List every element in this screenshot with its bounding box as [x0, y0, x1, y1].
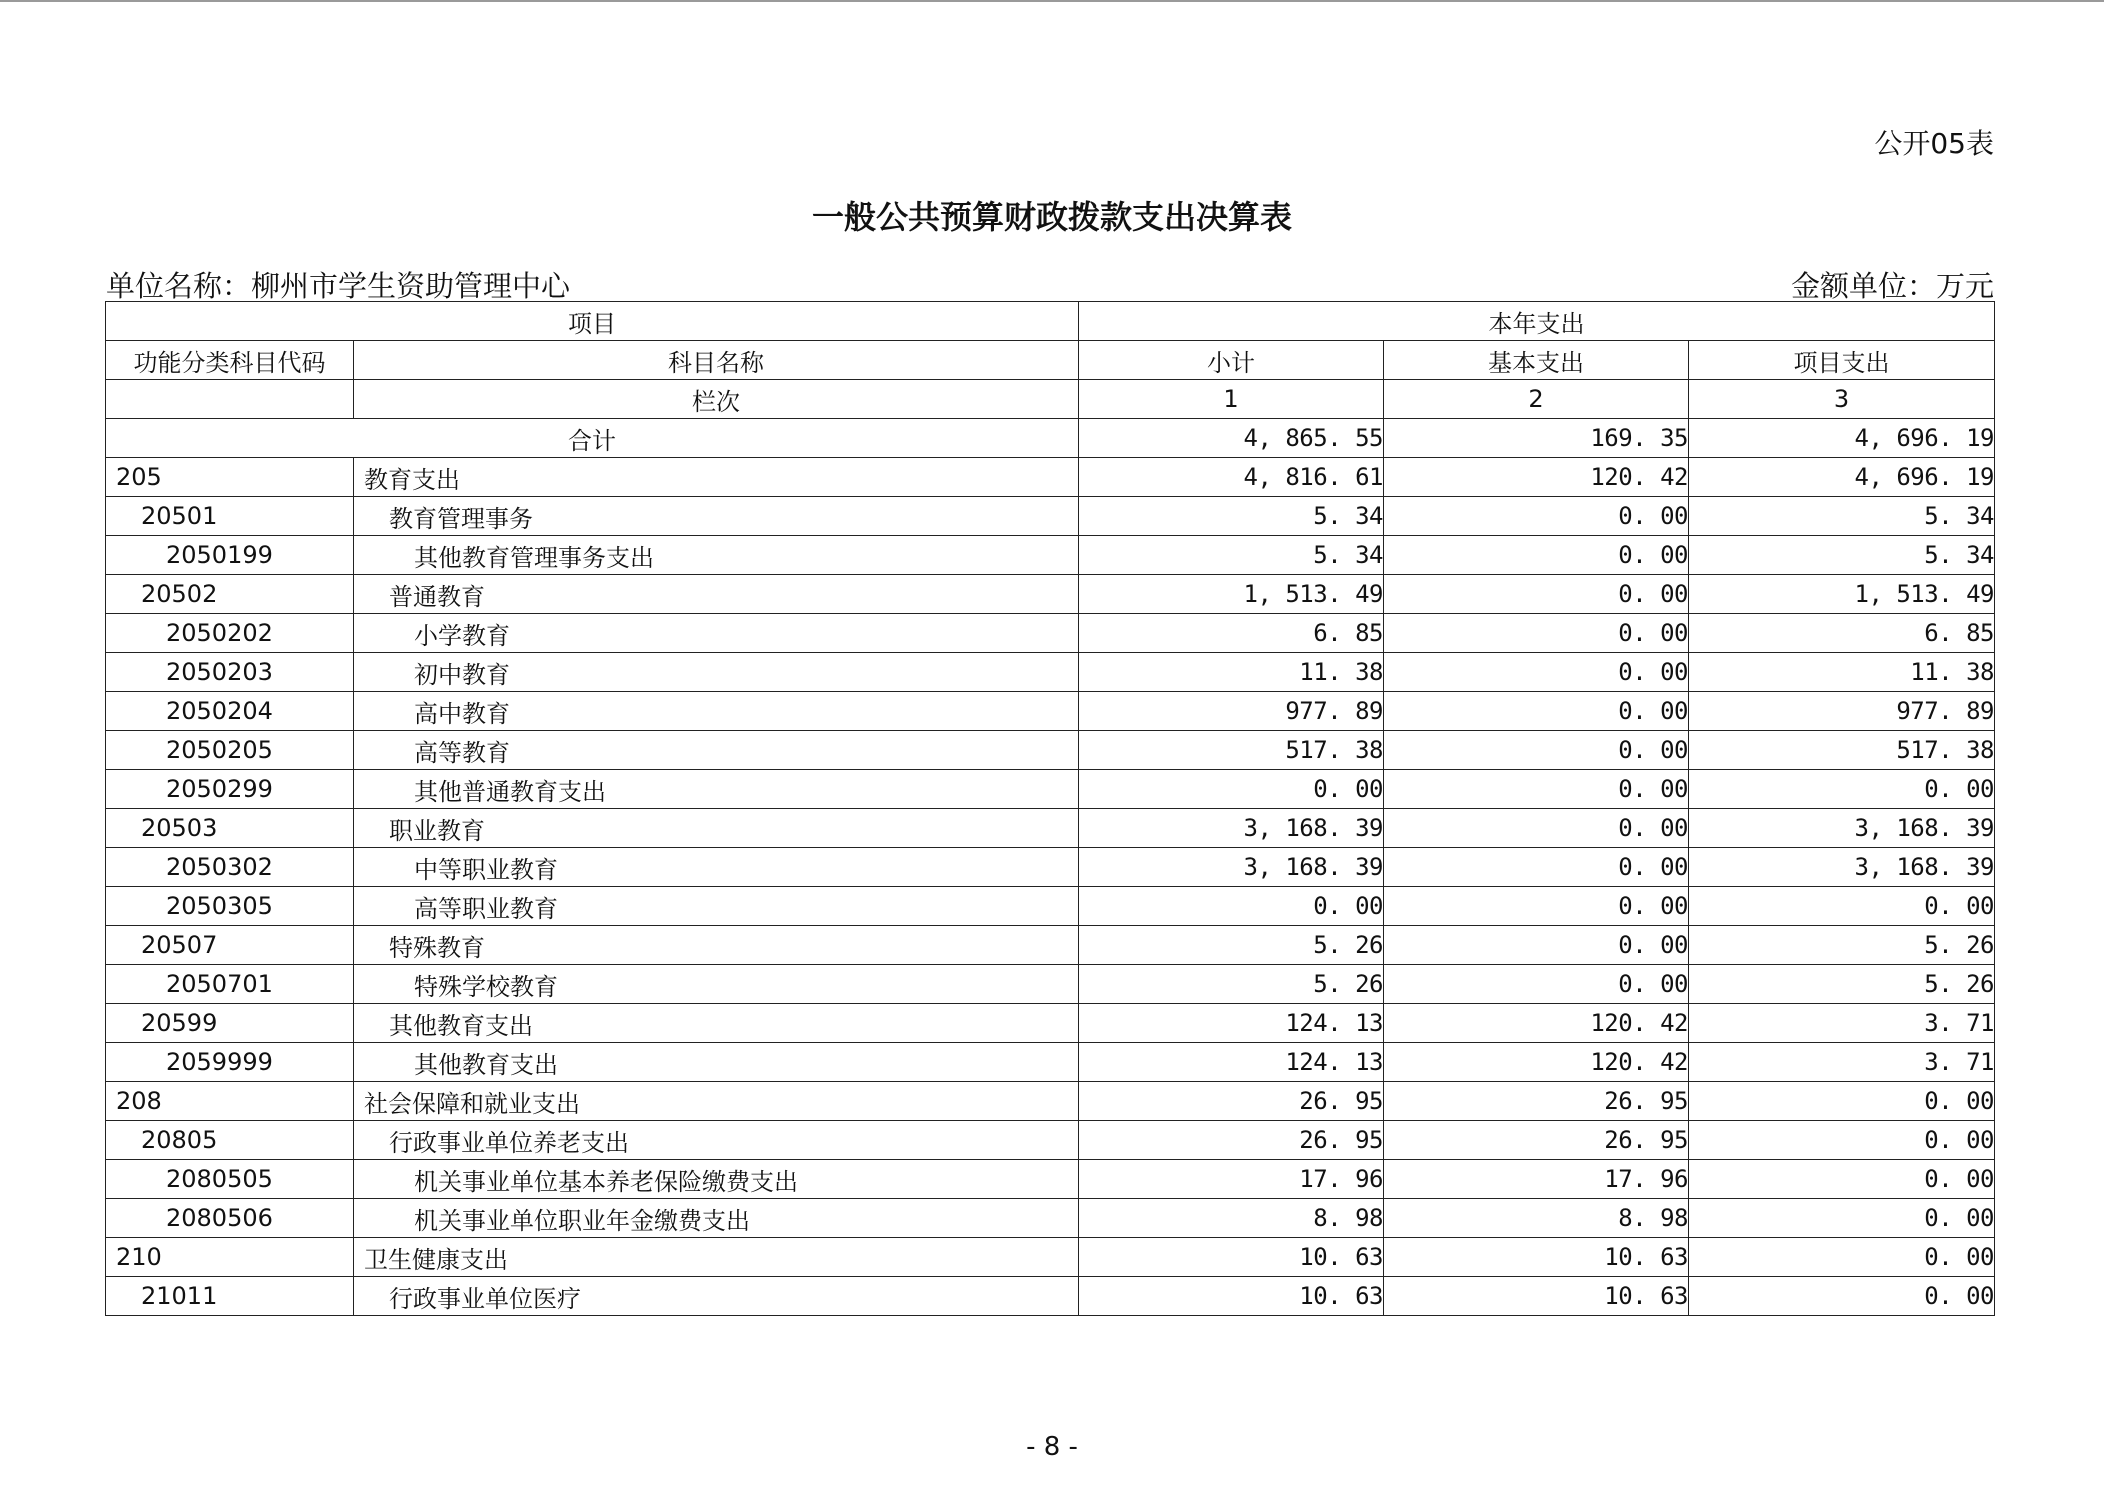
table-row	[106, 848, 1995, 887]
table-row	[106, 536, 1995, 575]
row-code: 2050701	[106, 965, 354, 1004]
row-name: 行政事业单位医疗	[354, 1277, 1079, 1316]
row-subtotal: 26. 95	[1079, 1121, 1384, 1160]
total-label: 合计	[106, 419, 1079, 458]
row-basic: 0. 00	[1384, 653, 1689, 692]
row-code: 20502	[106, 575, 354, 614]
row-basic: 17. 96	[1384, 1160, 1689, 1199]
table-row	[106, 731, 1995, 770]
row-subtotal: 26. 95	[1079, 1082, 1384, 1121]
header-code: 功能分类科目代码	[106, 341, 354, 380]
row-project: 0. 00	[1689, 887, 1995, 926]
table-row	[106, 809, 1995, 848]
row-name: 教育管理事务	[354, 497, 1079, 536]
row-subtotal: 5. 26	[1079, 965, 1384, 1004]
row-name: 高等教育	[354, 731, 1079, 770]
row-code: 2059999	[106, 1043, 354, 1082]
row-code: 2050299	[106, 770, 354, 809]
total-subtotal: 4, 865. 55	[1079, 419, 1384, 458]
row-subtotal: 517. 38	[1079, 731, 1384, 770]
row-basic: 0. 00	[1384, 809, 1689, 848]
table-row	[106, 1121, 1995, 1160]
row-code: 2080506	[106, 1199, 354, 1238]
row-code: 20805	[106, 1121, 354, 1160]
row-name: 社会保障和就业支出	[354, 1082, 1079, 1121]
budget-table	[105, 301, 1995, 1316]
total-basic: 169. 35	[1384, 419, 1689, 458]
table-row	[106, 692, 1995, 731]
row-basic: 120. 42	[1384, 1043, 1689, 1082]
row-basic: 0. 00	[1384, 965, 1689, 1004]
top-border-line	[0, 0, 2104, 2]
row-project: 6. 85	[1689, 614, 1995, 653]
row-basic: 0. 00	[1384, 692, 1689, 731]
row-subtotal: 5. 34	[1079, 536, 1384, 575]
row-project: 0. 00	[1689, 1082, 1995, 1121]
total-row	[106, 419, 1995, 458]
table-row	[106, 653, 1995, 692]
row-name: 其他教育支出	[354, 1043, 1079, 1082]
row-subtotal: 10. 63	[1079, 1277, 1384, 1316]
row-code: 2050302	[106, 848, 354, 887]
header-col2: 2	[1384, 380, 1689, 419]
row-code: 2080505	[106, 1160, 354, 1199]
row-basic: 0. 00	[1384, 614, 1689, 653]
row-code: 20501	[106, 497, 354, 536]
row-name: 教育支出	[354, 458, 1079, 497]
row-subtotal: 5. 26	[1079, 926, 1384, 965]
row-project: 977. 89	[1689, 692, 1995, 731]
row-project: 11. 38	[1689, 653, 1995, 692]
table-row	[106, 497, 1995, 536]
row-subtotal: 124. 13	[1079, 1004, 1384, 1043]
header-project: 项目	[106, 302, 1079, 341]
row-project: 0. 00	[1689, 1199, 1995, 1238]
table-row	[106, 458, 1995, 497]
row-name: 小学教育	[354, 614, 1079, 653]
header-empty-cell	[106, 380, 354, 419]
row-subtotal: 17. 96	[1079, 1160, 1384, 1199]
table-row	[106, 1277, 1995, 1316]
row-subtotal: 1, 513. 49	[1079, 575, 1384, 614]
row-basic: 10. 63	[1384, 1238, 1689, 1277]
row-project: 0. 00	[1689, 1277, 1995, 1316]
table-row	[106, 1199, 1995, 1238]
row-code: 21011	[106, 1277, 354, 1316]
table-row	[106, 965, 1995, 1004]
row-basic: 0. 00	[1384, 536, 1689, 575]
row-project: 3. 71	[1689, 1004, 1995, 1043]
table-row	[106, 575, 1995, 614]
row-name: 其他教育支出	[354, 1004, 1079, 1043]
row-name: 其他教育管理事务支出	[354, 536, 1079, 575]
unit-name: 单位名称：柳州市学生资助管理中心	[106, 269, 571, 303]
header-subtotal: 小计	[1079, 341, 1384, 380]
table-row	[106, 1082, 1995, 1121]
row-project: 0. 00	[1689, 1238, 1995, 1277]
row-name: 行政事业单位养老支出	[354, 1121, 1079, 1160]
row-subtotal: 10. 63	[1079, 1238, 1384, 1277]
header-row-1	[106, 302, 1995, 341]
row-subtotal: 3, 168. 39	[1079, 809, 1384, 848]
row-subtotal: 4, 816. 61	[1079, 458, 1384, 497]
row-code: 2050199	[106, 536, 354, 575]
row-code: 20507	[106, 926, 354, 965]
row-project: 5. 26	[1689, 965, 1995, 1004]
row-code: 205	[106, 458, 354, 497]
table-row	[106, 770, 1995, 809]
header-name: 科目名称	[354, 341, 1079, 380]
row-name: 高中教育	[354, 692, 1079, 731]
row-project: 0. 00	[1689, 1160, 1995, 1199]
header-col-index: 栏次	[354, 380, 1079, 419]
row-subtotal: 0. 00	[1079, 887, 1384, 926]
page-number: - 8 -	[1026, 1432, 1078, 1462]
row-basic: 26. 95	[1384, 1082, 1689, 1121]
table-row	[106, 1160, 1995, 1199]
row-basic: 8. 98	[1384, 1199, 1689, 1238]
row-project: 4, 696. 19	[1689, 458, 1995, 497]
table-row	[106, 614, 1995, 653]
amount-unit: 金额单位：万元	[1790, 269, 1994, 303]
row-basic: 0. 00	[1384, 497, 1689, 536]
row-name: 特殊教育	[354, 926, 1079, 965]
header-row-3	[106, 380, 1995, 419]
row-code: 210	[106, 1238, 354, 1277]
row-basic: 0. 00	[1384, 887, 1689, 926]
header-current-year: 本年支出	[1079, 302, 1995, 341]
row-project: 5. 34	[1689, 497, 1995, 536]
row-subtotal: 5. 34	[1079, 497, 1384, 536]
row-name: 高等职业教育	[354, 887, 1079, 926]
row-name: 机关事业单位基本养老保险缴费支出	[354, 1160, 1079, 1199]
row-name: 中等职业教育	[354, 848, 1079, 887]
row-code: 2050202	[106, 614, 354, 653]
form-id: 公开05表	[1874, 127, 1994, 160]
row-subtotal: 0. 00	[1079, 770, 1384, 809]
row-subtotal: 977. 89	[1079, 692, 1384, 731]
row-name: 普通教育	[354, 575, 1079, 614]
row-code: 2050205	[106, 731, 354, 770]
row-name: 卫生健康支出	[354, 1238, 1079, 1277]
row-basic: 0. 00	[1384, 731, 1689, 770]
row-basic: 10. 63	[1384, 1277, 1689, 1316]
row-code: 208	[106, 1082, 354, 1121]
row-code: 20599	[106, 1004, 354, 1043]
row-subtotal: 11. 38	[1079, 653, 1384, 692]
header-row-2	[106, 341, 1995, 380]
header-col1: 1	[1079, 380, 1384, 419]
document-title: 一般公共预算财政拨款支出决算表	[811, 198, 1292, 236]
row-code: 2050203	[106, 653, 354, 692]
header-col3: 3	[1689, 380, 1995, 419]
row-basic: 0. 00	[1384, 770, 1689, 809]
row-name: 职业教育	[354, 809, 1079, 848]
row-basic: 120. 42	[1384, 458, 1689, 497]
table-row	[106, 1043, 1995, 1082]
row-project: 0. 00	[1689, 1121, 1995, 1160]
row-code: 2050204	[106, 692, 354, 731]
total-project: 4, 696. 19	[1689, 419, 1995, 458]
row-project: 5. 26	[1689, 926, 1995, 965]
row-project: 5. 34	[1689, 536, 1995, 575]
row-project: 0. 00	[1689, 770, 1995, 809]
row-project: 3, 168. 39	[1689, 809, 1995, 848]
row-name: 特殊学校教育	[354, 965, 1079, 1004]
header-project-exp: 项目支出	[1689, 341, 1995, 380]
row-subtotal: 3, 168. 39	[1079, 848, 1384, 887]
row-basic: 26. 95	[1384, 1121, 1689, 1160]
row-code: 20503	[106, 809, 354, 848]
row-project: 517. 38	[1689, 731, 1995, 770]
row-project: 3. 71	[1689, 1043, 1995, 1082]
row-subtotal: 6. 85	[1079, 614, 1384, 653]
row-basic: 0. 00	[1384, 926, 1689, 965]
table-row	[106, 926, 1995, 965]
row-basic: 120. 42	[1384, 1004, 1689, 1043]
header-basic: 基本支出	[1384, 341, 1689, 380]
row-name: 初中教育	[354, 653, 1079, 692]
table-row	[106, 1004, 1995, 1043]
row-subtotal: 124. 13	[1079, 1043, 1384, 1082]
table-row	[106, 887, 1995, 926]
row-name: 机关事业单位职业年金缴费支出	[354, 1199, 1079, 1238]
row-code: 2050305	[106, 887, 354, 926]
row-basic: 0. 00	[1384, 575, 1689, 614]
row-basic: 0. 00	[1384, 848, 1689, 887]
row-project: 3, 168. 39	[1689, 848, 1995, 887]
row-name: 其他普通教育支出	[354, 770, 1079, 809]
row-project: 1, 513. 49	[1689, 575, 1995, 614]
table-row	[106, 1238, 1995, 1277]
row-subtotal: 8. 98	[1079, 1199, 1384, 1238]
